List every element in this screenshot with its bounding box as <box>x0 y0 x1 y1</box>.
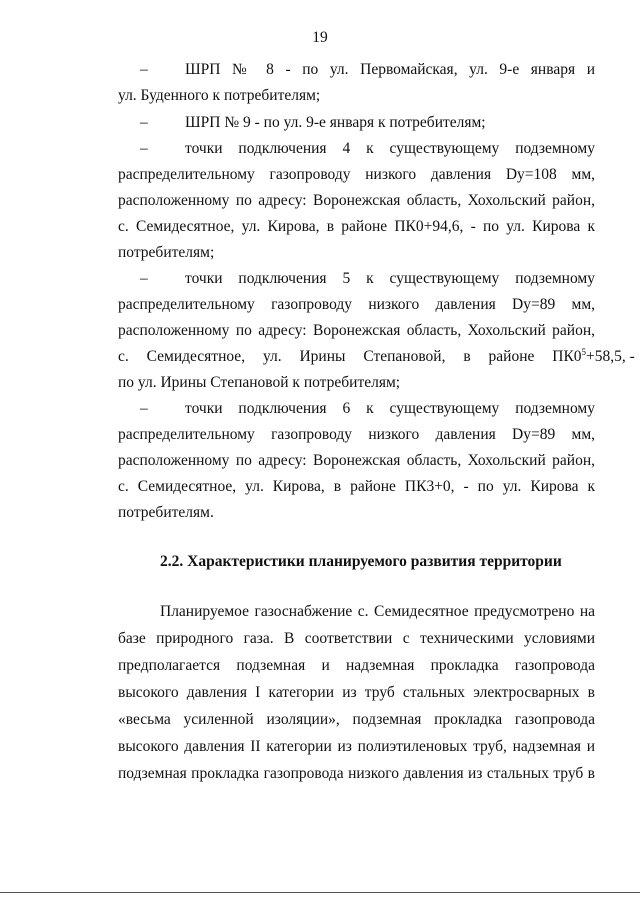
list-item-line: потребителям. <box>118 504 214 521</box>
list-item-line: расположенному по адресу: Воронежская область, Хохольский район, <box>118 192 595 209</box>
list-item-line: ул. Буденного к потребителям; <box>118 87 321 104</box>
list-item-line: с. Семидесятное, ул. Кирова, в районе ПК0+94,6, - по ул. Кирова к <box>118 218 595 235</box>
list-item-line-with-superscript <box>118 347 635 367</box>
list-item-line: расположенному по адресу: Воронежская область, Хохольский район, <box>118 452 595 469</box>
list-item-line: точки подключения 5 к существующему подземному <box>185 270 595 287</box>
line-text: с. Семидесятное, ул. Ирины Степановой, в районе ПК0 <box>118 348 582 365</box>
paragraph-line: высокого давления I категории из труб стальных электросварных в <box>118 684 595 701</box>
bottom-rule <box>0 892 640 893</box>
list-item-line: точки подключения 4 к существующему подземному <box>185 140 595 157</box>
superscript: 5 <box>581 347 587 357</box>
list-item-line: распределительному газопроводу низкого давления Dy=89 мм, <box>118 426 595 443</box>
paragraph-line: предполагается подземная и надземная прокладка газопровода <box>118 657 595 674</box>
section-heading: 2.2. Характеристики планируемого развития территории <box>160 553 562 570</box>
list-item-line: потребителям; <box>118 244 215 261</box>
line-tail-text: +58,5, - <box>586 348 635 365</box>
list-item-line: распределительному газопроводу низкого давления Dy=108 мм, <box>118 166 595 183</box>
page-number: 19 <box>312 29 328 46</box>
list-dash: – <box>140 114 148 131</box>
paragraph-line: «весьма усиленной изоляции», подземная прокладка газопровода <box>118 711 595 728</box>
list-item-line: по ул. Ирины Степановой к потребителям; <box>118 374 401 391</box>
list-dash: – <box>140 61 148 78</box>
paragraph-line: подземная прокладка газопровода низкого давления из стальных труб в <box>118 765 595 782</box>
list-item-line: распределительному газопроводу низкого давления Dy=89 мм, <box>118 296 595 313</box>
paragraph-line: Планируемое газоснабжение с. Семидесятное предусмотрено на <box>160 603 595 620</box>
paragraph-line: высокого давления II категории из полиэтиленовых труб, надземная и <box>118 738 595 755</box>
list-item-line: ШРП № 9 - по ул. 9-е января к потребителям; <box>185 114 486 131</box>
list-dash: – <box>140 270 148 287</box>
paragraph-line: базе природного газа. В соответствии с техническими условиями <box>118 630 595 647</box>
list-item-line: точки подключения 6 к существующему подземному <box>185 400 595 417</box>
list-item-line: с. Семидесятное, ул. Кирова, в районе ПК3+0, - по ул. Кирова к <box>118 478 595 495</box>
list-dash: – <box>140 140 148 157</box>
list-item-line: расположенному по адресу: Воронежская область, Хохольский район, <box>118 322 595 339</box>
list-dash: – <box>140 400 148 417</box>
line-tail <box>582 347 635 367</box>
list-item-line: ШРП № 8 - по ул. Первомайская, ул. 9-е января и <box>185 61 595 78</box>
